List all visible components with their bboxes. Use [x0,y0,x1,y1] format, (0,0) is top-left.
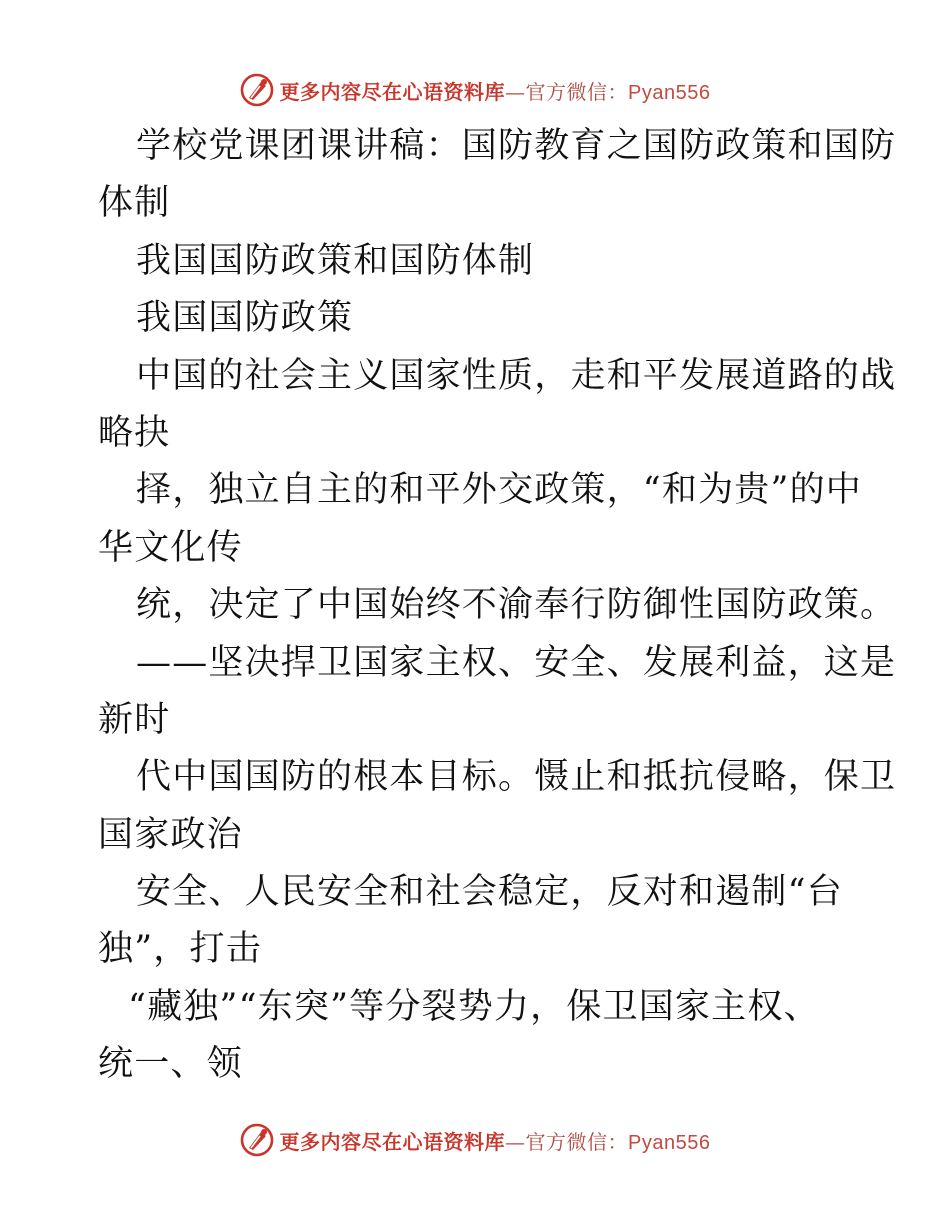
watermark-footer-inner [240,1123,711,1157]
watermark-wechat-id: Pyan556 [628,81,711,104]
document-title-line-1: 学校党课团课讲稿：国防教育之国防政策和国防 [136,126,897,166]
watermark-wechat-prefix: 官方微信： [525,79,629,104]
pen-nib-logo-icon [240,73,274,107]
paragraph-line: 安全、人民安全和社会稳定，反对和遏制“台 [136,872,843,913]
watermark-header [0,68,950,112]
paragraph-line: 华文化传 [98,527,243,568]
paragraph-line: 代中国国防的根本目标。慑止和抵抗侵略，保卫 [136,757,897,798]
paragraph-line: ——坚决捍卫国家主权、安全、发展利益，这是 [136,642,897,683]
watermark-dash: — [505,1129,526,1154]
paragraph-line: 择，独立自主的和平外交政策，“和为贵”的中 [136,470,862,511]
watermark-wechat-id: Pyan556 [628,1131,711,1154]
paragraph-line: 统，决定了中国始终不渝奉行防御性国防政策。 [136,585,897,626]
watermark-wechat-prefix: 官方微信： [525,1129,629,1154]
paragraph-line: “藏独”“东突”等分裂势力，保卫国家主权、 [128,986,820,1027]
watermark-text [280,1126,711,1155]
document-body [98,118,897,1094]
pen-nib-logo-icon [240,1123,274,1157]
watermark-brand: 更多内容尽在心语资料库 [279,1129,506,1154]
paragraph-line: 国家政治 [98,814,243,855]
document-title-line-2: 体制 [98,183,171,224]
watermark-brand: 更多内容尽在心语资料库 [279,79,506,104]
watermark-header-inner [240,73,711,107]
paragraph-line: 独”，打击 [98,929,262,970]
watermark-text [280,76,711,105]
paragraph-line: 略抉 [98,412,171,453]
section-heading: 我国国防政策和国防体制 [136,240,535,281]
watermark-dash: — [505,79,526,104]
paragraph-line: 统一、领 [98,1044,243,1085]
paragraph-line: 中国的社会主义国家性质，走和平发展道路的战 [136,355,897,396]
paragraph-line: 新时 [98,699,171,740]
watermark-footer [0,1118,950,1162]
subsection-heading: 我国国防政策 [136,298,354,339]
